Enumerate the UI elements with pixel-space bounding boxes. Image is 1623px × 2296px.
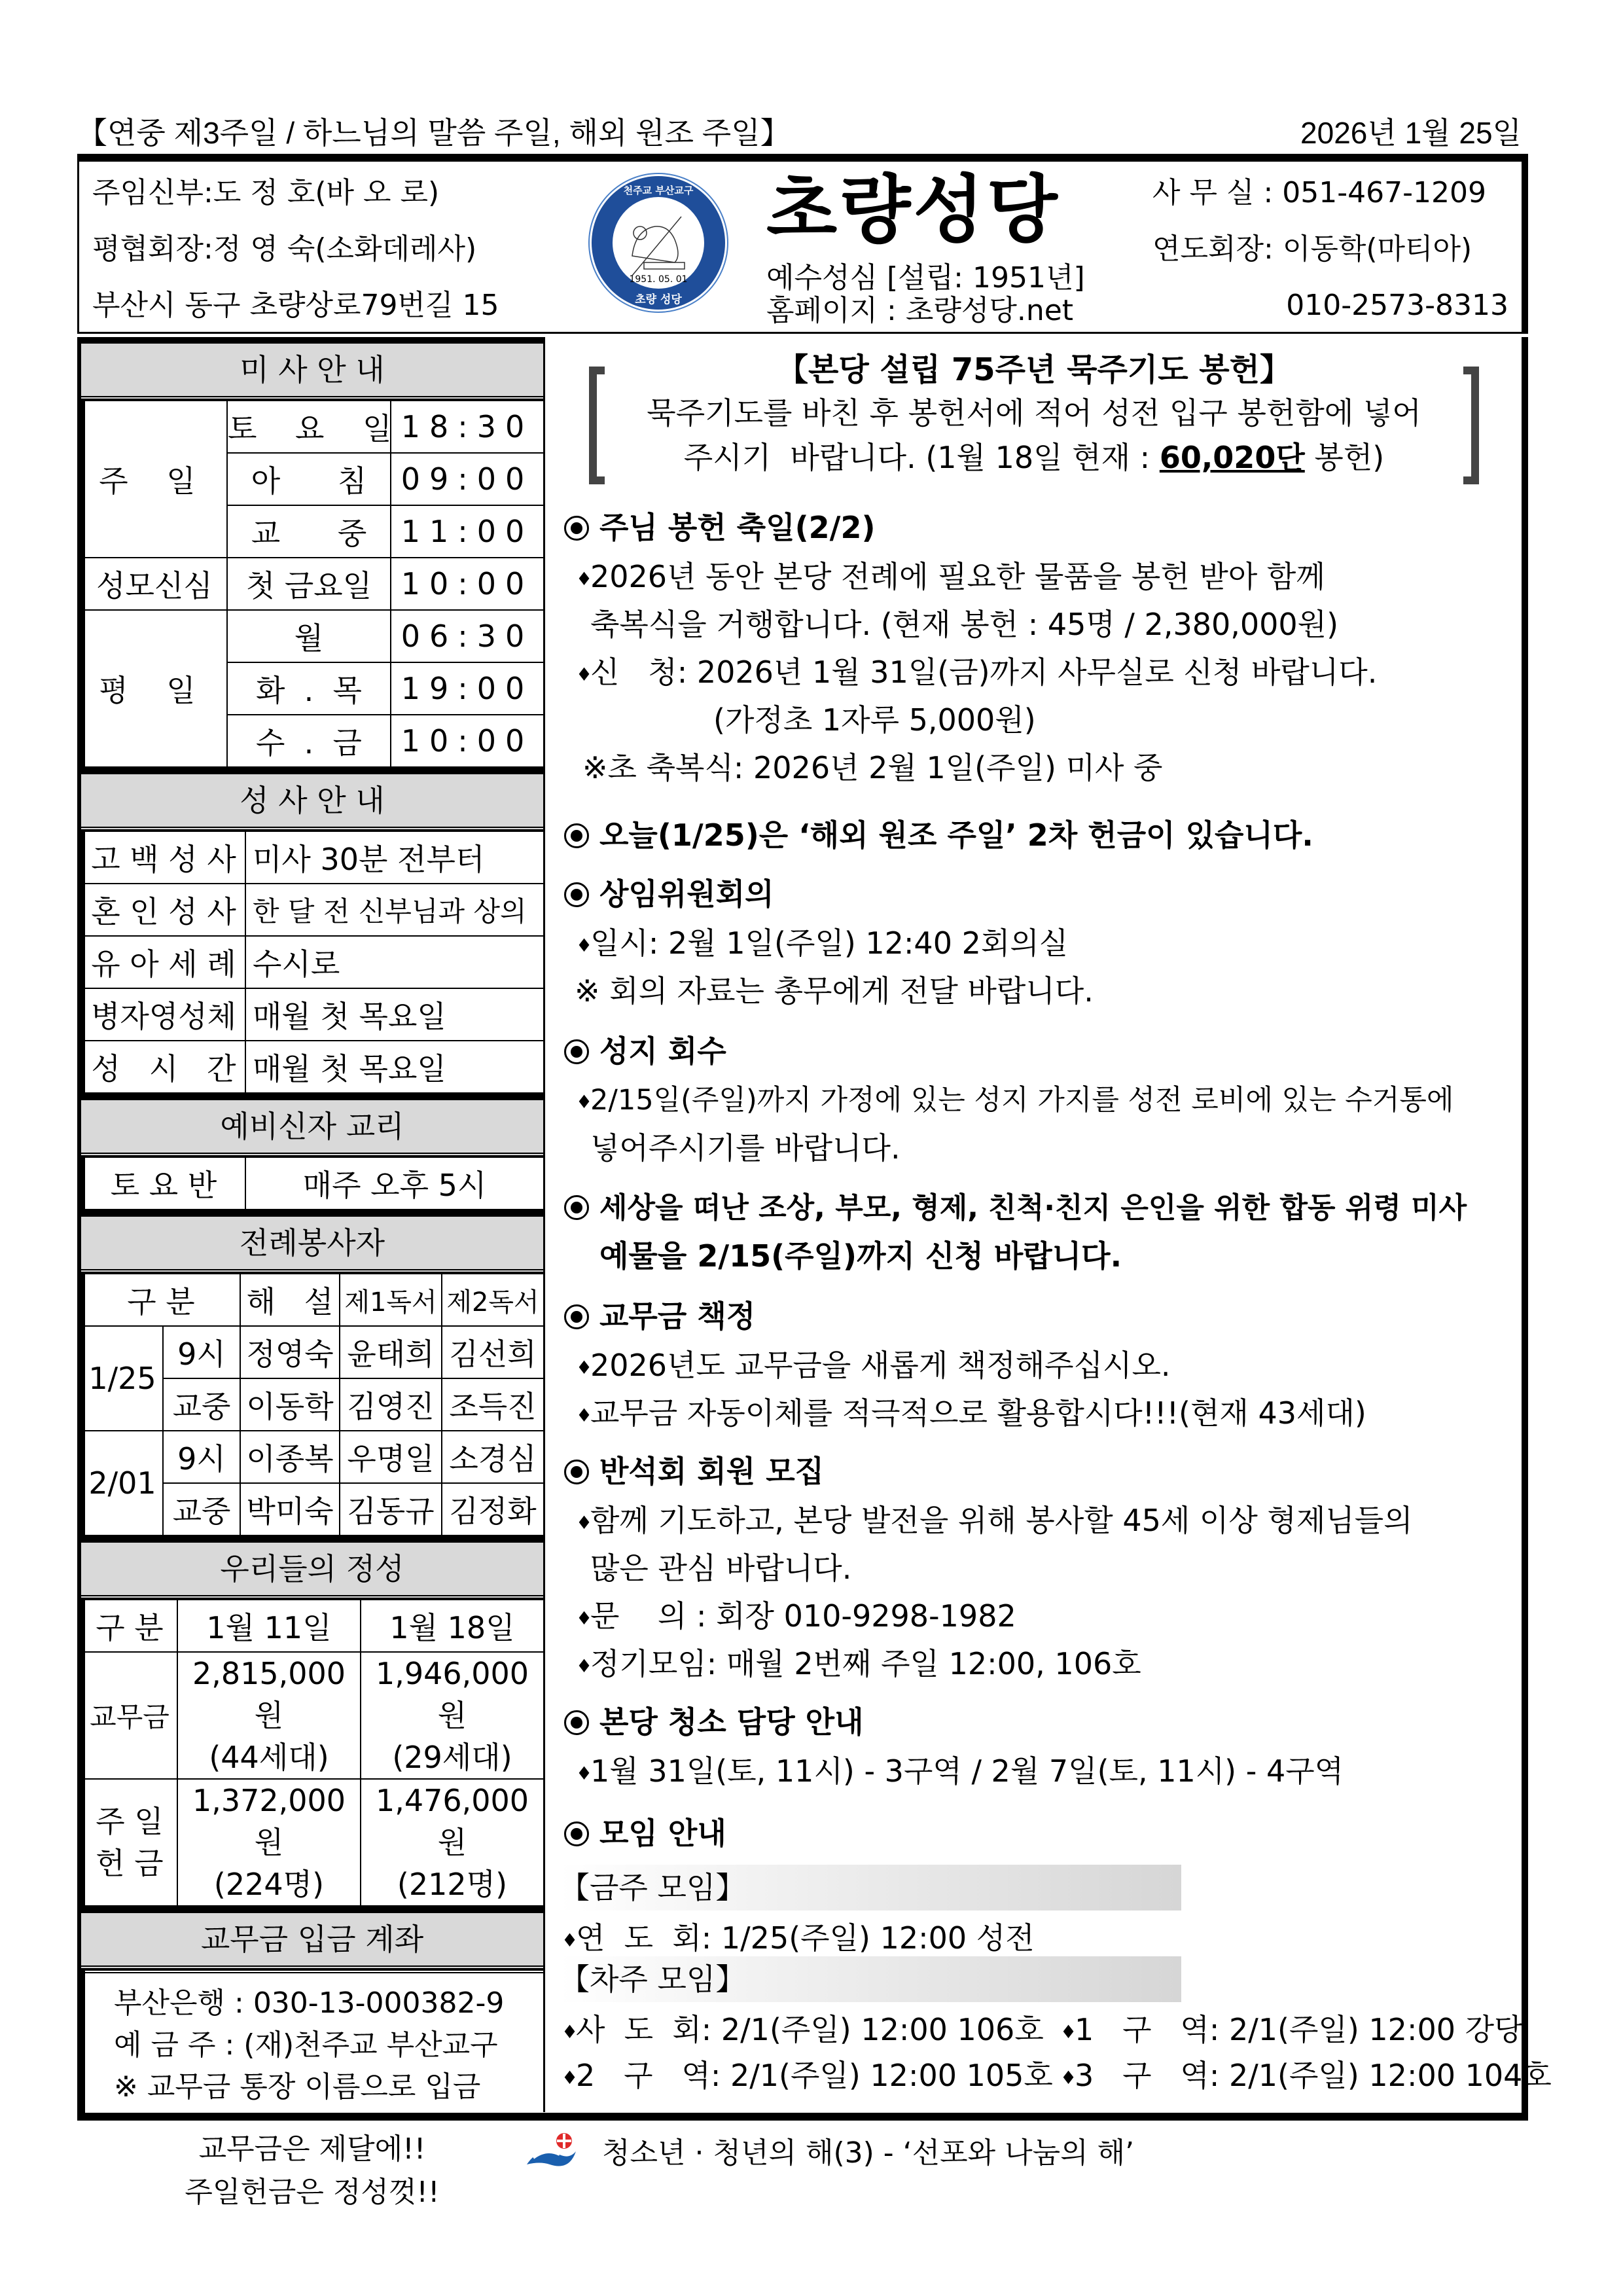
households: (29세대)	[392, 1740, 512, 1775]
offerings-title: 우리들의 정성	[81, 1536, 543, 1599]
notice-heading	[564, 1448, 824, 1495]
notice-line	[590, 1124, 901, 1172]
table-row	[82, 936, 544, 988]
table-row	[82, 610, 544, 662]
notice-line	[599, 1232, 1122, 1280]
amount: 1,946,000원	[375, 1656, 529, 1733]
amount-cell	[177, 1779, 361, 1906]
liturgy-servers-title: 전례봉사자	[81, 1210, 543, 1273]
notice-title: 세상을 떠난 조상, 부모, 형제, 친척·친지 은인을 위한 합동 위령 미사	[599, 1191, 1467, 1225]
table-header-row	[82, 1274, 544, 1326]
anniversary-text: 봉헌)	[1304, 440, 1385, 475]
bullseye-icon	[564, 1460, 589, 1484]
notice-heading	[564, 1810, 726, 1857]
reader-2: 소경심	[442, 1431, 544, 1483]
table-row	[82, 1431, 544, 1483]
table-row	[82, 401, 544, 453]
diamond-bullet-icon: ♦	[576, 663, 593, 685]
council-president: 평협회장:정 영 숙(소화데레사)	[92, 232, 477, 266]
svg-text:천주교 부산교구: 천주교 부산교구	[623, 185, 694, 196]
notice-text: 함께 기도하고, 본당 발전을 위해 봉사할 45세 이상 형제님들의	[590, 1503, 1413, 1538]
row-label: 교무금	[82, 1652, 177, 1779]
meeting-text: 사 도 회: 2/1(주일) 12:00 106호	[576, 2012, 1044, 2047]
amount-cell	[361, 1652, 544, 1779]
class-name: 토 요 반	[82, 1157, 245, 1210]
notice-line	[575, 967, 1094, 1014]
notice-line	[576, 1497, 1413, 1547]
sacrament-name: 유 아 세 례	[82, 936, 245, 988]
notice-text: ※초 축복식: 2026년 2월 1일(주일) 미사 중	[582, 750, 1163, 785]
service-date: 2/01	[82, 1431, 163, 1535]
commentator: 이동학	[240, 1378, 340, 1431]
office-phone: 사 무 실 : 051-467-1209	[1152, 176, 1486, 209]
column-header: 1월 11일	[177, 1600, 361, 1652]
notice-line	[582, 744, 1163, 791]
notice-line	[576, 920, 1068, 969]
group-label: 평 일	[82, 610, 227, 767]
group-label: 주 일	[82, 401, 227, 558]
reader-1: 우명일	[340, 1431, 442, 1483]
notice-heading	[564, 1028, 726, 1075]
notice-title: 교무금 책정	[599, 1299, 756, 1334]
group-label: 성모신심	[82, 558, 227, 610]
yeondo-phone: 010-2573-8313	[1286, 289, 1508, 322]
commentator: 박미숙	[240, 1483, 340, 1535]
amount: 1,372,000원	[192, 1783, 346, 1860]
mass-time: 06:30	[391, 610, 544, 662]
sacrament-value: 매월 첫 목요일	[245, 1041, 544, 1093]
reader-1: 김동규	[340, 1483, 442, 1535]
notice-text: 정기모임: 매월 2번째 주일 12:00, 106호	[590, 1646, 1141, 1681]
notice-heading	[564, 870, 774, 918]
mass-slot: 교중	[163, 1378, 240, 1431]
notice-title: 주님 봉헌 축일(2/2)	[599, 510, 876, 545]
row-label: 헌 금	[96, 1846, 164, 1881]
notice-title: 상임위원회의	[599, 876, 774, 912]
column-header: 해 설	[240, 1274, 340, 1326]
sacrament-value: 한 달 전 신부님과 상의	[245, 884, 544, 936]
notice-title: 오늘(1/25)은 ‘해외 원조 주일’ 2차 헌금이 있습니다.	[599, 817, 1313, 853]
notice-text: 축복식을 거행합니다. (현재 봉헌 : 45명 / 2,380,000원)	[590, 607, 1339, 642]
reader-2: 김선희	[442, 1326, 544, 1378]
mass-time: 19:00	[391, 662, 544, 715]
notice-text: ※ 회의 자료는 총무에게 전달 바랍니다.	[575, 973, 1094, 1009]
account-title: 교무금 입금 계좌	[81, 1907, 543, 1969]
reader-2: 김정화	[442, 1483, 544, 1535]
notice-line	[590, 1545, 851, 1592]
mass-time: 11:00	[391, 505, 544, 558]
meeting-item	[1060, 2052, 1552, 2102]
notice-line	[576, 1390, 1366, 1439]
sacrament-value: 수시로	[245, 936, 544, 988]
meeting-text: 연 도 회: 1/25(주일) 12:00 성전	[576, 1920, 1035, 1956]
meeting-item	[562, 2052, 1053, 2102]
notice-heading	[564, 1293, 755, 1340]
mass-day: 수 . 금	[227, 715, 391, 767]
mass-time: 10:00	[391, 715, 544, 767]
anniversary-text: 주시기 바랍니다. (1월 18일 현재 :	[683, 440, 1160, 475]
notice-text: 2026년 동안 본당 전례에 필요한 물품을 봉헌 받아 함께	[590, 559, 1325, 594]
bank-account: 부산은행 : 030-13-000382-9	[114, 1986, 505, 2020]
table-row	[82, 1041, 544, 1093]
commentator: 이종복	[240, 1431, 340, 1483]
diamond-bullet-icon: ♦	[576, 1356, 593, 1378]
mass-slot: 9시	[163, 1431, 240, 1483]
notice-text: 2/15일(주일)까지 가정에 있는 성지 가지를 성전 로비에 있는 수거통에	[590, 1084, 1454, 1117]
notice-title: 모임 안내	[599, 1816, 726, 1851]
bullseye-icon	[564, 882, 589, 907]
notice-text: 많은 관심 바랍니다.	[590, 1551, 852, 1586]
homepage[interactable]: 홈페이지 : 초량성당.net	[766, 294, 1074, 327]
diocese-wave-logo-icon	[524, 2132, 582, 2178]
diamond-bullet-icon: ♦	[576, 1607, 593, 1629]
notice-line	[576, 1592, 1016, 1642]
meeting-item	[1060, 2006, 1523, 2056]
catechumen-title: 예비신자 교리	[81, 1094, 543, 1157]
sacrament-value: 미사 30분 전부터	[245, 831, 544, 884]
commentator: 정영숙	[240, 1326, 340, 1378]
diamond-bullet-icon: ♦	[576, 1404, 593, 1426]
catechumen-table	[81, 1157, 544, 1210]
anniversary-box	[589, 350, 1479, 488]
table-row	[82, 1326, 544, 1378]
meeting-item	[562, 2006, 1044, 2056]
notice-heading	[564, 1185, 1467, 1232]
mass-day: 토 요 일	[227, 401, 391, 453]
anniversary-line-1: 묵주기도를 바친 후 봉헌서에 적어 성전 입구 봉헌함에 넣어	[647, 395, 1421, 431]
yeondo-president: 연도회장: 이동학(마티아)	[1152, 232, 1472, 266]
diamond-bullet-icon: ♦	[576, 1511, 593, 1534]
amount: 1,476,000원	[375, 1783, 529, 1860]
column-header: 구 분	[82, 1274, 240, 1326]
bullseye-icon	[564, 1304, 589, 1329]
diamond-bullet-icon: ♦	[576, 934, 593, 956]
mass-time: 18:30	[391, 401, 544, 453]
table-row	[82, 558, 544, 610]
table-row	[82, 1157, 544, 1210]
mass-schedule-table	[81, 400, 544, 768]
notice-text: 문 의 : 회장 010-9298-1982	[590, 1598, 1016, 1634]
next-week-label: 【차주 모임】	[560, 1962, 746, 1997]
column-header: 구 분	[82, 1600, 177, 1652]
notice-heading	[564, 1698, 864, 1746]
account-note: ※ 교무금 통장 이름으로 입금	[114, 2070, 481, 2104]
amount-cell	[361, 1779, 544, 1906]
attendees: (212명)	[397, 1867, 508, 1902]
reader-2: 조득진	[442, 1378, 544, 1431]
meeting-text: 1 구 역: 2/1(주일) 12:00 강당	[1075, 2012, 1524, 2047]
liturgical-day: 【연중 제3주일 / 하느님의 말씀 주일, 해외 원조 주일】	[77, 116, 791, 150]
anniversary-title: 【본당 설립 75주년 묵주기도 봉헌】	[776, 351, 1292, 388]
table-row	[82, 831, 544, 884]
diamond-bullet-icon: ♦	[1060, 2020, 1077, 2043]
notice-text: 1월 31일(토, 11시) - 3구역 / 2월 7일(토, 11시) - 4구역	[590, 1753, 1344, 1789]
bullseye-icon	[564, 1710, 589, 1735]
mass-day: 화 . 목	[227, 662, 391, 715]
bullseye-icon	[564, 823, 589, 848]
sacraments-table	[81, 831, 544, 1094]
diamond-bullet-icon: ♦	[1060, 2066, 1077, 2089]
address: 부산시 동구 초량상로79번길 15	[92, 289, 499, 322]
bulletin-date: 2026년 1월 25일	[1300, 116, 1522, 150]
column-header: 제1독서	[340, 1274, 442, 1326]
column-header: 1월 18일	[361, 1600, 544, 1652]
mass-time: 10:00	[391, 558, 544, 610]
diamond-bullet-icon: ♦	[562, 2020, 579, 2043]
this-week-label: 【금주 모임】	[560, 1870, 746, 1905]
amount-cell	[177, 1652, 361, 1779]
motto-line-2: 주일헌금은 정성껏!!	[185, 2176, 440, 2209]
mass-day: 첫 금요일	[227, 558, 391, 610]
notice-text: 일시: 2월 1일(주일) 12:40 2회의실	[590, 925, 1069, 961]
motto	[81, 2115, 543, 2223]
anniversary-line-2	[615, 435, 1453, 480]
notice-line	[576, 649, 1377, 698]
bullseye-icon	[564, 516, 589, 541]
reader-1: 김영진	[340, 1378, 442, 1431]
notice-text: 교무금 자동이체를 적극적으로 활용합시다!!!(현재 43세대)	[590, 1395, 1366, 1431]
sacraments-title: 성 사 안 내	[81, 768, 543, 831]
motto-line-1: 교무금은 제달에!!	[198, 2132, 426, 2166]
patron: 예수성심 [설립: 1951년]	[766, 261, 1085, 295]
header-box	[77, 154, 1528, 334]
mass-day: 월	[227, 610, 391, 662]
notice-text: (가정초 1자루 5,000원)	[713, 702, 1036, 738]
class-time: 매주 오후 5시	[245, 1157, 544, 1210]
notice-text: 2026년도 교무금을 새롭게 책정해주십시오.	[590, 1348, 1171, 1383]
notice-title: 성지 회수	[599, 1033, 726, 1069]
svg-text:초량 성당: 초량 성당	[635, 293, 682, 306]
diamond-bullet-icon: ♦	[576, 1090, 593, 1113]
diamond-bullet-icon: ♦	[576, 1762, 593, 1784]
notice-line	[576, 1640, 1141, 1690]
table-row	[82, 988, 544, 1041]
meeting-text: 3 구 역: 2/1(주일) 12:00 104호	[1075, 2058, 1552, 2093]
mass-time: 09:00	[391, 453, 544, 505]
table-header-row	[82, 1600, 544, 1652]
notice-line	[590, 601, 1338, 648]
footer	[524, 2127, 1134, 2179]
attendees: (224명)	[213, 1867, 325, 1902]
diamond-bullet-icon: ♦	[576, 1655, 593, 1677]
notice-text: 넣어주시기를 바랍니다.	[590, 1130, 901, 1166]
mass-day: 교 중	[227, 505, 391, 558]
left-column	[81, 337, 543, 2223]
notice-line	[576, 1077, 1454, 1126]
amount: 2,815,000원	[192, 1656, 346, 1733]
account-info	[81, 1969, 543, 2115]
mass-slot: 교중	[163, 1483, 240, 1535]
bullseye-icon	[564, 1821, 589, 1846]
meeting-text: 2 구 역: 2/1(주일) 12:00 105호	[576, 2058, 1053, 2093]
notice-text: 신 청: 2026년 1월 31일(금)까지 사무실로 신청 바랍니다.	[590, 655, 1378, 690]
liturgy-servers-table	[81, 1273, 544, 1536]
account-holder: 예 금 주 : (재)천주교 부산교구	[114, 2028, 498, 2062]
church-name: 초량성당	[766, 168, 1060, 253]
table-row	[82, 1652, 544, 1779]
sacrament-name: 고 백 성 사	[82, 831, 245, 884]
bullseye-icon	[564, 1195, 589, 1220]
top-line	[77, 111, 1528, 154]
notice-title: 예물을 2/15(주일)까지 신청 바랍니다.	[599, 1238, 1122, 1274]
households: (44세대)	[209, 1740, 329, 1775]
offerings-table	[81, 1599, 544, 1907]
notice-line	[576, 553, 1325, 603]
notice-title: 반석회 회원 모집	[599, 1454, 825, 1489]
row-label-cell	[82, 1779, 177, 1906]
table-row	[82, 1779, 544, 1906]
sacrament-name: 혼 인 성 사	[82, 884, 245, 936]
pastor: 주임신부:도 정 호(바 오 로)	[92, 176, 440, 209]
service-date: 1/25	[82, 1326, 163, 1431]
notice-line	[713, 696, 1036, 744]
sacrament-name: 성 시 간	[82, 1041, 245, 1093]
row-label: 주 일	[96, 1804, 164, 1839]
notice-title: 본당 청소 담당 안내	[599, 1704, 864, 1740]
diamond-bullet-icon: ♦	[562, 2066, 579, 2089]
svg-text:1951. 05. 01: 1951. 05. 01	[629, 274, 688, 285]
notice-heading	[564, 504, 876, 551]
sacrament-value: 매월 첫 목요일	[245, 988, 544, 1041]
notice-line	[576, 1342, 1171, 1391]
mass-slot: 9시	[163, 1326, 240, 1378]
notice-line	[576, 1748, 1344, 1797]
column-header: 제2독서	[442, 1274, 544, 1326]
footer-text: 청소년 · 청년의 해(3) - ‘선포와 나눔의 해’	[602, 2136, 1135, 2170]
reader-1: 윤태희	[340, 1326, 442, 1378]
mass-schedule-title: 미 사 안 내	[81, 337, 543, 400]
diamond-bullet-icon: ♦	[576, 567, 593, 590]
church-logo-icon	[586, 171, 730, 315]
table-row	[82, 884, 544, 936]
mass-day: 아 침	[227, 453, 391, 505]
rosary-count: 60,020단	[1159, 440, 1305, 475]
sacrament-name: 병자영성체	[82, 988, 245, 1041]
anniversary-body	[615, 391, 1453, 480]
notice-heading	[564, 812, 1313, 859]
diamond-bullet-icon: ♦	[562, 1929, 579, 1951]
bullseye-icon	[564, 1039, 589, 1064]
